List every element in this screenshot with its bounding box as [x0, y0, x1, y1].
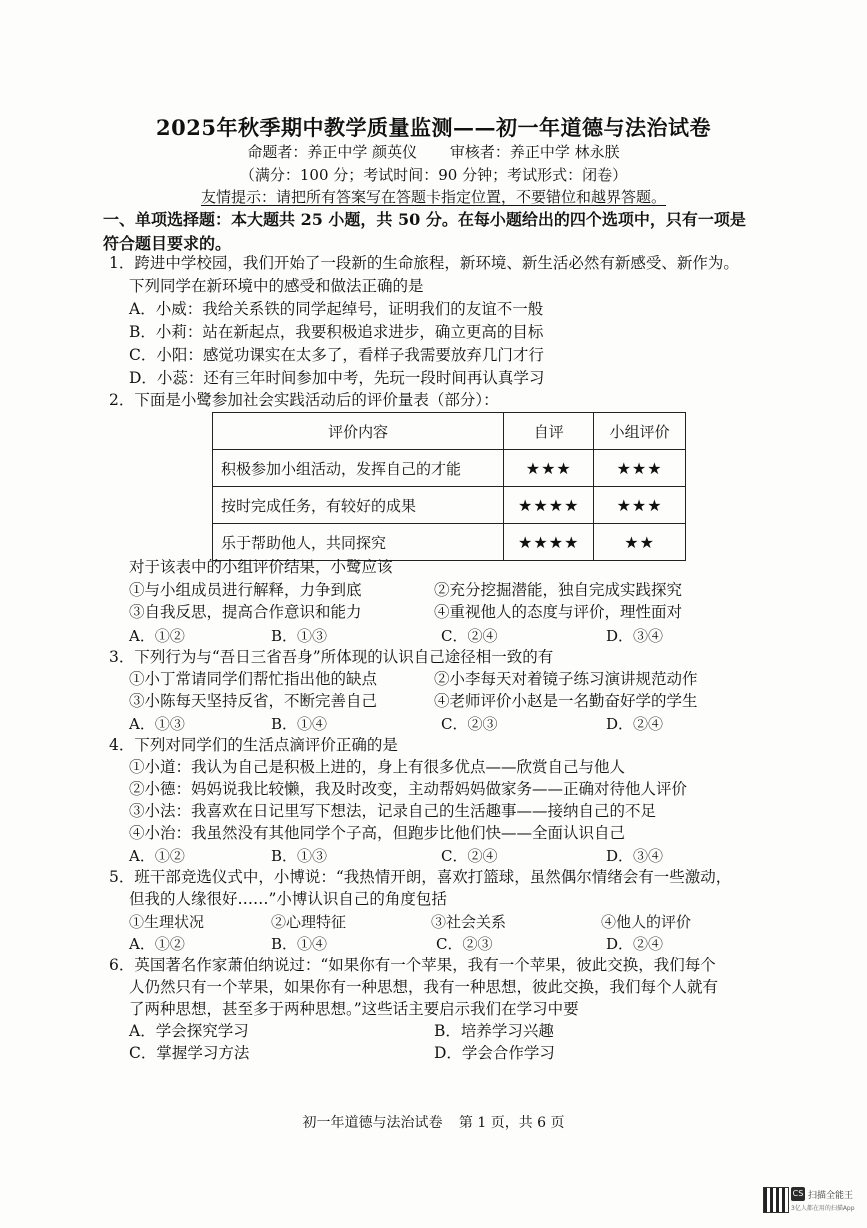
q3-option-a: A．①③: [129, 715, 185, 733]
exam-authors: [0, 141, 867, 162]
q5-option-d: D．②④: [606, 935, 664, 953]
header-self: 自评: [504, 413, 594, 450]
table-header-row: [213, 413, 686, 450]
qr-code-icon: [763, 1187, 789, 1213]
row-group-stars: ★★★: [594, 450, 686, 487]
tip-text: 友情提示：请把所有答案写在答题卡指定位置，不要错位和越界答题。: [200, 188, 666, 206]
header-group: 小组评价: [594, 413, 686, 450]
row-group-stars: ★★★: [594, 487, 686, 524]
q1-option-d: D．小蕊：还有三年时间参加中考，先玩一段时间再认真学习: [129, 369, 545, 387]
q2-stem: 2．下面是小鹭参加社会实践活动后的评价量表（部分）：: [109, 391, 499, 409]
section-heading-line1: 一、单项选择题：本大题共 25 小题，共 50 分。在每小题给出的四个选项中，只有一项是: [103, 210, 746, 229]
q4-statement-2: ②小德：妈妈说我比较懒，我及时改变，主动帮妈妈做家务——正确对待他人评价: [129, 780, 688, 798]
footer-subject: 初一年道德与法治试卷: [302, 1115, 443, 1131]
row-content: 乐于帮助他人，共同探究: [213, 524, 504, 561]
table-row: [213, 487, 686, 524]
row-self-stars: ★★★★: [504, 524, 594, 561]
author-text: 命题者：养正中学 颜英仪: [247, 143, 418, 161]
q3-statement-4: ④老师评价小赵是一名勤奋好学的学生: [434, 692, 698, 710]
q3-option-b: B．①④: [271, 715, 328, 733]
q5-option-c: C．②③: [436, 935, 493, 953]
q6-option-d: D．学会合作学习: [434, 1044, 555, 1062]
q2-statement-3: ③自我反思，提高合作意识和能力: [129, 603, 362, 621]
q4-statement-4: ④小治：我虽然没有其他同学个子高，但跑步比他们快——全面认识自己: [129, 824, 626, 842]
q5-statement-4: ④他人的评价: [601, 913, 692, 931]
q2-option-d: D．③④: [606, 627, 664, 645]
q6-option-a: A．学会探究学习: [129, 1022, 249, 1040]
q3-option-d: D．②④: [606, 715, 664, 733]
q1-stem-line1: 1．跨进中学校园，我们开始了一段新的生命旅程，新环境、新生活必然有新感受、新作为。: [109, 254, 739, 272]
q5-statement-2: ②心理特征: [271, 913, 347, 931]
q6-stem-line3: 了两种思想，甚至多于两种思想。”这些话主要启示我们在学习中要: [129, 1000, 579, 1018]
q4-statement-3: ③小法：我喜欢在日记里写下想法，记录自己的生活趣事——接纳自己的不足: [129, 802, 657, 820]
exam-title: 2025年秋季期中教学质量监测——初一年道德与法治试卷: [156, 115, 711, 140]
q5-statement-1: ①生理状况: [129, 913, 205, 931]
q1-option-c: C．小阳：感觉功课实在太多了，看样子我需要放弃几门才行: [129, 346, 544, 364]
table-row: [213, 450, 686, 487]
exam-info: （满分：100 分；考试时间：90 分钟；考试形式：闭卷）: [239, 166, 628, 184]
q3-statement-2: ②小李每天对着镜子练习演讲规范动作: [434, 670, 698, 688]
row-self-stars: ★★★★: [504, 487, 594, 524]
q2-statement-2: ②充分挖掘潜能，独自完成实践探究: [434, 581, 683, 599]
q6-option-b: B．培养学习兴趣: [434, 1022, 554, 1040]
q4-option-a: A．①②: [129, 847, 185, 865]
scanner-watermark: [763, 1185, 863, 1215]
q2-option-c: C．②④: [441, 627, 498, 645]
q4-option-b: B．①③: [271, 847, 328, 865]
q2-statement-4: ④重视他人的态度与评价，理性面对: [434, 603, 683, 621]
header-content: 评价内容: [213, 413, 504, 450]
evaluation-table: [212, 412, 686, 561]
row-content: 积极参加小组活动，发挥自己的才能: [213, 450, 504, 487]
q5-stem-line1: 5．班干部竞选仪式中，小博说：“我热情开朗，喜欢打篮球，虽然偶尔情绪会有一些激动，: [109, 868, 732, 886]
reviewer-text: 审核者：养正中学 林永朕: [449, 143, 620, 161]
q5-option-b: B．①④: [271, 935, 328, 953]
row-group-stars: ★★: [594, 524, 686, 561]
watermark-label: 扫描全能王: [808, 1191, 854, 1201]
watermark-subtitle: 3亿人都在用的扫描App: [791, 1205, 855, 1212]
q3-stem: 3．下列行为与“吾日三省吾身”所体现的认识自己途径相一致的有: [109, 648, 554, 666]
q5-statement-3: ③社会关系: [431, 913, 507, 931]
q1-option-a: A．小威：我给关系铁的同学起绰号，证明我们的友谊不一般: [129, 300, 544, 318]
q4-option-d: D．③④: [606, 847, 664, 865]
q4-stem: 4．下列对同学们的生活点滴评价正确的是: [109, 736, 398, 754]
q3-statement-1: ①小丁常请同学们帮忙指出他的缺点: [129, 670, 378, 688]
q6-option-c: C．掌握学习方法: [129, 1044, 250, 1062]
q2-follow: 对于该表中的小组评价结果，小鹭应该: [129, 558, 393, 576]
q5-stem-line2: 但我的人缘很好……”小博认识自己的角度包括: [129, 890, 447, 908]
page-footer: [0, 1112, 867, 1132]
table-row: [213, 524, 686, 561]
section-heading: [103, 208, 827, 256]
q1-option-b: B．小莉：站在新起点，我要积极追求进步，确立更高的目标: [129, 323, 544, 341]
q3-statement-3: ③小陈每天坚持反省，不断完善自己: [129, 692, 378, 710]
q6-stem-line2: 人仍然只有一个苹果，如果你有一种思想，我有一种思想，彼此交换，我们每个人就有: [129, 978, 719, 996]
row-self-stars: ★★★: [504, 450, 594, 487]
camscanner-logo-icon: CS: [791, 1187, 805, 1201]
footer-page-number: 第 1 页，共 6 页: [458, 1115, 565, 1131]
row-content: 按时完成任务，有较好的成果: [213, 487, 504, 524]
q5-option-a: A．①②: [129, 935, 185, 953]
q1-stem-line2: 下列同学在新环境中的感受和做法正确的是: [129, 277, 424, 295]
q2-option-a: A．①②: [129, 627, 185, 645]
q2-option-b: B．①③: [271, 627, 328, 645]
q3-option-c: C．②③: [441, 715, 498, 733]
q4-option-c: C．②④: [441, 847, 498, 865]
friendly-tip: [0, 186, 867, 207]
q2-statement-1: ①与小组成员进行解释，力争到底: [129, 581, 362, 599]
section-heading-line2: 符合题目要求的。: [103, 234, 232, 253]
q4-statement-1: ①小道：我认为自己是积极上进的，身上有很多优点——欣赏自己与他人: [129, 758, 626, 776]
q6-stem-line1: 6．英国著名作家萧伯纳说过：“如果你有一个苹果，我有一个苹果，彼此交换，我们每个: [109, 956, 716, 974]
